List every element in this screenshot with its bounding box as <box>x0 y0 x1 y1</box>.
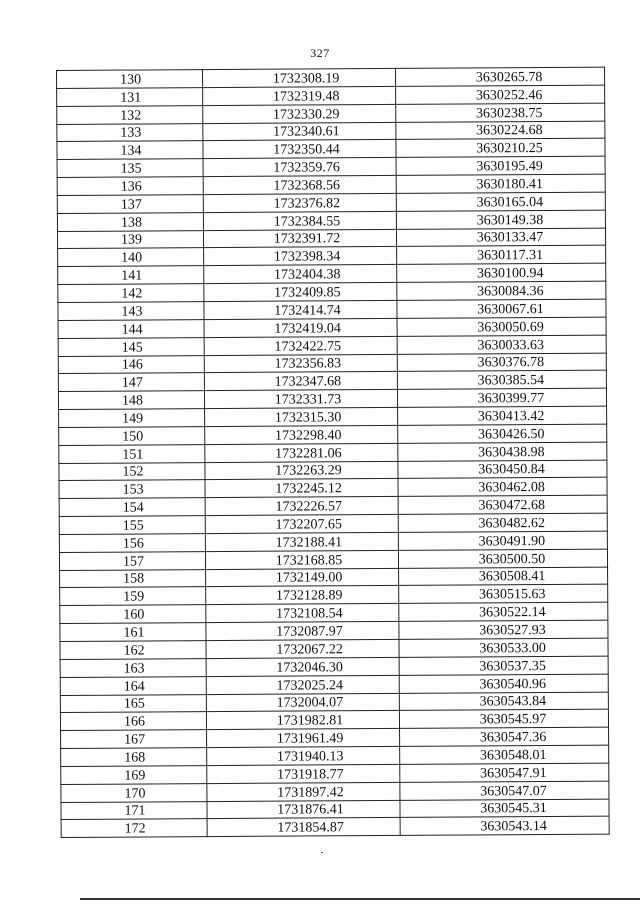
y-coordinate-cell: 3630522.14 <box>399 602 608 621</box>
x-coordinate-cell: 1732004.07 <box>206 693 399 712</box>
x-coordinate-cell: 1732384.55 <box>203 211 396 230</box>
x-coordinate-cell: 1732308.19 <box>203 68 396 87</box>
y-coordinate-cell: 3630508.41 <box>399 567 608 586</box>
x-coordinate-cell: 1731940.13 <box>207 746 400 765</box>
point-number-cell: 142 <box>58 284 204 303</box>
x-coordinate-cell: 1732025.24 <box>206 675 399 694</box>
y-coordinate-cell: 3630547.36 <box>400 727 609 746</box>
x-coordinate-cell: 1732046.30 <box>206 657 399 676</box>
x-coordinate-cell: 1732315.30 <box>205 407 398 426</box>
x-coordinate-cell: 1732404.38 <box>204 265 397 284</box>
x-coordinate-cell: 1732087.97 <box>206 622 399 641</box>
coordinates-table-body <box>57 67 610 838</box>
point-number-cell: 133 <box>57 123 203 142</box>
point-number-cell: 161 <box>60 623 206 642</box>
scan-speck <box>321 852 323 853</box>
y-coordinate-cell: 3630210.25 <box>396 139 605 158</box>
x-coordinate-cell: 1732226.57 <box>205 497 398 516</box>
y-coordinate-cell: 3630265.78 <box>395 67 604 86</box>
point-number-cell: 168 <box>61 748 207 767</box>
y-coordinate-cell: 3630165.04 <box>396 192 605 211</box>
point-number-cell: 157 <box>59 551 205 570</box>
x-coordinate-cell: 1731897.42 <box>207 782 400 801</box>
x-coordinate-cell: 1732263.29 <box>205 461 398 480</box>
y-coordinate-cell: 3630472.68 <box>398 495 607 514</box>
x-coordinate-cell: 1732188.41 <box>205 532 398 551</box>
point-number-cell: 130 <box>57 70 203 89</box>
x-coordinate-cell: 1731982.81 <box>206 711 399 730</box>
y-coordinate-cell: 3630399.77 <box>397 388 606 407</box>
x-coordinate-cell: 1732391.72 <box>203 229 396 248</box>
point-number-cell: 154 <box>59 498 205 517</box>
point-number-cell: 166 <box>60 712 206 731</box>
point-number-cell: 143 <box>58 302 204 321</box>
y-coordinate-cell: 3630537.35 <box>399 656 608 675</box>
y-coordinate-cell: 3630117.31 <box>397 246 606 265</box>
y-coordinate-cell: 3630033.63 <box>397 335 606 354</box>
point-number-cell: 139 <box>57 230 203 249</box>
x-coordinate-cell: 1732149.00 <box>206 568 399 587</box>
y-coordinate-cell: 3630548.01 <box>400 745 609 764</box>
x-coordinate-cell: 1732319.48 <box>203 86 396 105</box>
y-coordinate-cell: 3630543.84 <box>399 692 608 711</box>
y-coordinate-cell: 3630515.63 <box>399 585 608 604</box>
y-coordinate-cell: 3630482.62 <box>398 513 607 532</box>
y-coordinate-cell: 3630067.61 <box>397 299 606 318</box>
point-number-cell: 171 <box>61 801 207 820</box>
point-number-cell: 138 <box>57 212 203 231</box>
y-coordinate-cell: 3630149.38 <box>396 210 605 229</box>
x-coordinate-cell: 1731876.41 <box>207 800 400 819</box>
page-number: 327 <box>310 46 330 60</box>
y-coordinate-cell: 3630413.42 <box>398 406 607 425</box>
x-coordinate-cell: 1732340.61 <box>203 122 396 141</box>
y-coordinate-cell: 3630224.68 <box>396 121 605 140</box>
x-coordinate-cell: 1732168.85 <box>205 550 398 569</box>
x-coordinate-cell: 1732350.44 <box>203 140 396 159</box>
y-coordinate-cell: 3630500.50 <box>398 549 607 568</box>
point-number-cell: 150 <box>59 426 205 445</box>
x-coordinate-cell: 1732356.83 <box>204 354 397 373</box>
point-number-cell: 170 <box>61 783 207 802</box>
x-coordinate-cell: 1732298.40 <box>205 425 398 444</box>
y-coordinate-cell: 3630462.08 <box>398 478 607 497</box>
point-number-cell: 165 <box>60 694 206 713</box>
point-number-cell: 136 <box>57 177 203 196</box>
y-coordinate-cell: 3630195.49 <box>396 156 605 175</box>
y-coordinate-cell: 3630385.54 <box>397 370 606 389</box>
point-number-cell: 134 <box>57 141 203 160</box>
x-coordinate-cell: 1732409.85 <box>204 283 397 302</box>
point-number-cell: 147 <box>58 373 204 392</box>
x-coordinate-cell: 1731854.87 <box>207 818 400 837</box>
x-coordinate-cell: 1732419.04 <box>204 318 397 337</box>
point-number-cell: 146 <box>58 355 204 374</box>
page-bottom-edge <box>80 898 640 900</box>
y-coordinate-cell: 3630133.47 <box>396 228 605 247</box>
x-coordinate-cell: 1732422.75 <box>204 336 397 355</box>
x-coordinate-cell: 1731918.77 <box>207 764 400 783</box>
point-number-cell: 156 <box>59 534 205 553</box>
x-coordinate-cell: 1732359.76 <box>203 158 396 177</box>
y-coordinate-cell: 3630527.93 <box>399 620 608 639</box>
x-coordinate-cell: 1732128.89 <box>206 586 399 605</box>
table-row <box>61 817 609 838</box>
x-coordinate-cell: 1731961.49 <box>207 729 400 748</box>
point-number-cell: 152 <box>59 462 205 481</box>
x-coordinate-cell: 1732067.22 <box>206 639 399 658</box>
y-coordinate-cell: 3630084.36 <box>397 281 606 300</box>
y-coordinate-cell: 3630491.90 <box>398 531 607 550</box>
y-coordinate-cell: 3630050.69 <box>397 317 606 336</box>
point-number-cell: 132 <box>57 105 203 124</box>
point-number-cell: 153 <box>59 480 205 499</box>
y-coordinate-cell: 3630450.84 <box>398 460 607 479</box>
x-coordinate-cell: 1732281.06 <box>205 443 398 462</box>
y-coordinate-cell: 3630238.75 <box>396 103 605 122</box>
x-coordinate-cell: 1732331.73 <box>204 390 397 409</box>
x-coordinate-cell: 1732108.54 <box>206 604 399 623</box>
x-coordinate-cell: 1732398.34 <box>204 247 397 266</box>
y-coordinate-cell: 3630543.14 <box>400 817 609 836</box>
y-coordinate-cell: 3630545.97 <box>399 710 608 729</box>
point-number-cell: 135 <box>57 159 203 178</box>
point-number-cell: 167 <box>61 730 207 749</box>
point-number-cell: 145 <box>58 337 204 356</box>
y-coordinate-cell: 3630545.31 <box>400 799 609 818</box>
point-number-cell: 151 <box>59 444 205 463</box>
point-number-cell: 144 <box>58 319 204 338</box>
point-number-cell: 148 <box>58 391 204 410</box>
point-number-cell: 164 <box>60 676 206 695</box>
point-number-cell: 141 <box>58 266 204 285</box>
y-coordinate-cell: 3630540.96 <box>399 674 608 693</box>
y-coordinate-cell: 3630376.78 <box>397 353 606 372</box>
y-coordinate-cell: 3630547.91 <box>400 763 609 782</box>
x-coordinate-cell: 1732376.82 <box>203 193 396 212</box>
point-number-cell: 169 <box>61 765 207 784</box>
point-number-cell: 162 <box>60 641 206 660</box>
y-coordinate-cell: 3630426.50 <box>398 424 607 443</box>
point-number-cell: 160 <box>60 605 206 624</box>
point-number-cell: 149 <box>59 409 205 428</box>
y-coordinate-cell: 3630438.98 <box>398 442 607 461</box>
point-number-cell: 140 <box>58 248 204 267</box>
point-number-cell: 137 <box>57 195 203 214</box>
y-coordinate-cell: 3630100.94 <box>397 263 606 282</box>
y-coordinate-cell: 3630533.00 <box>399 638 608 657</box>
point-number-cell: 158 <box>60 569 206 588</box>
point-number-cell: 163 <box>60 658 206 677</box>
y-coordinate-cell: 3630547.07 <box>400 781 609 800</box>
coordinates-table <box>56 67 610 839</box>
point-number-cell: 131 <box>57 87 203 106</box>
point-number-cell: 172 <box>61 819 207 838</box>
x-coordinate-cell: 1732347.68 <box>204 372 397 391</box>
y-coordinate-cell: 3630252.46 <box>396 85 605 104</box>
x-coordinate-cell: 1732245.12 <box>205 479 398 498</box>
x-coordinate-cell: 1732330.29 <box>203 104 396 123</box>
x-coordinate-cell: 1732207.65 <box>205 515 398 534</box>
x-coordinate-cell: 1732414.74 <box>204 300 397 319</box>
point-number-cell: 159 <box>60 587 206 606</box>
coordinates-table-container <box>56 67 609 839</box>
x-coordinate-cell: 1732368.56 <box>203 175 396 194</box>
y-coordinate-cell: 3630180.41 <box>396 174 605 193</box>
point-number-cell: 155 <box>59 516 205 535</box>
